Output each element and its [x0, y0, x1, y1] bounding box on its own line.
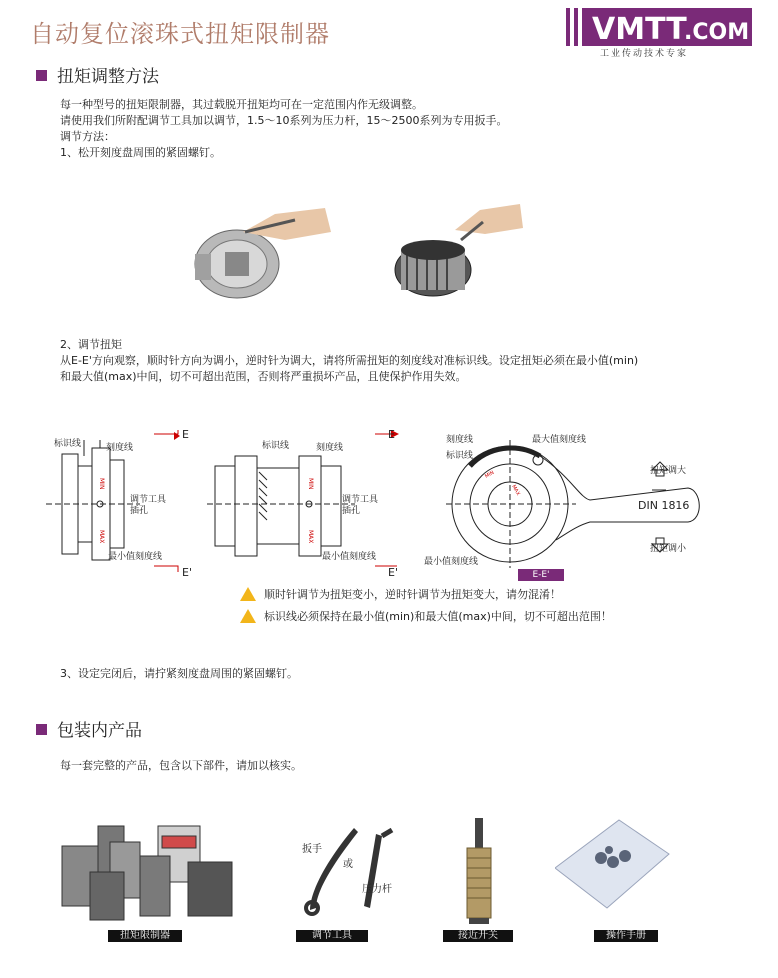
- d3-scale-line-label: 刻度线: [446, 435, 474, 445]
- photo-loosen-screw-1: [185, 192, 335, 307]
- item-label-proximity-switch: 接近开关: [443, 930, 513, 942]
- d1-tool-hole-label-2: 插孔: [130, 506, 149, 516]
- photo-torque-limiters: [50, 816, 250, 926]
- d1-scale-line-label: 刻度线: [106, 443, 134, 453]
- logo-text: VMTT: [592, 12, 687, 46]
- item-label-torque-limiter: 扭矩限制器: [108, 930, 182, 942]
- step2-paragraph: 2、调节扭矩 从E-E'方向观察，顺时针方向为调小，逆时针为调大，请将所需扭矩的刻度线对准标识线。设定扭矩必须在最小值(min) 和最大值(max)中间，切不可超出范围，否则将严重损坏产品，且使保护作用失效。: [60, 338, 639, 383]
- d1-mark-line-label: 标识线: [54, 439, 82, 449]
- bullet-square-icon: [36, 70, 47, 81]
- d3-max-line-label: 最大值刻度线: [532, 435, 587, 445]
- tool-wrench-label: 扳手: [302, 844, 322, 855]
- section-heading-package: 包装内产品: [36, 716, 142, 741]
- d1-e-bottom: E': [182, 566, 192, 579]
- din-label: DIN 1816: [638, 499, 690, 512]
- photo-manual: [555, 818, 670, 918]
- d2-e-bottom: E': [388, 566, 398, 579]
- item-label-adjust-tool: 调节工具: [296, 930, 368, 942]
- d3-min-line-label: 最小值刻度线: [424, 557, 479, 567]
- intro-paragraph: 每一种型号的扭矩限制器，其过载脱开扭矩均可在一定范围内作无级调整。 请使用我们所附配调节工具加以调节，1.5～10系列为压力杆，15～2500系列为专用扳手。 调节方法： 1、松开刻度盘周围的紧固螺钉。: [60, 98, 508, 159]
- step3-text: 3、设定完闭后，请拧紧刻度盘周围的紧固螺钉。: [60, 667, 298, 680]
- svg-text:MAX: MAX: [98, 530, 105, 544]
- d1-e-top: E: [182, 428, 189, 441]
- page-title: 自动复位滚珠式扭矩限制器: [30, 20, 330, 48]
- d2-e-top: E: [388, 428, 395, 441]
- warning-1: 顺时针调节为扭矩变小，逆时针调节为扭矩变大，请勿混淆！: [240, 586, 561, 602]
- package-intro: 每一套完整的产品，包含以下部件，请加以核实。: [60, 759, 302, 772]
- svg-text:MIN: MIN: [98, 478, 105, 490]
- logo-tagline: 工业传动技术专家: [600, 49, 689, 59]
- d1-min-line-label: 最小值刻度线: [108, 552, 163, 562]
- warning-icon: [240, 587, 256, 601]
- diagram-ee-view: [440, 426, 740, 576]
- svg-text:MAX: MAX: [307, 530, 314, 544]
- logo-suffix: .COM: [684, 20, 750, 45]
- item-label-manual: 操作手册: [594, 930, 658, 942]
- photo-loosen-screw-2: [385, 192, 525, 307]
- section-heading-torque: 扭矩调整方法: [36, 62, 159, 87]
- torque-increase-label: 扭矩调大: [650, 466, 687, 476]
- svg-text:MIN: MIN: [307, 478, 314, 490]
- d2-tool-hole-label-1: 调节工具: [342, 495, 379, 505]
- bullet-square-icon: [36, 724, 47, 735]
- warning-2: 标识线必须保持在最小值(min)和最大值(max)中间，切不可超出范围！: [240, 608, 612, 624]
- ee-view-badge: E-E': [518, 569, 564, 581]
- brand-logo: [566, 8, 752, 46]
- tool-or-label: 或: [343, 859, 353, 870]
- d2-min-line-label: 最小值刻度线: [322, 552, 377, 562]
- tool-bar-label: 压力杆: [362, 884, 392, 895]
- photo-adjust-tools: [296, 820, 406, 926]
- torque-decrease-label: 扭矩调小: [650, 544, 687, 554]
- svg-text:MIN: MIN: [484, 469, 496, 480]
- d2-scale-line-label: 刻度线: [316, 443, 344, 453]
- warning-icon: [240, 609, 256, 623]
- d2-tool-hole-label-2: 插孔: [342, 506, 361, 516]
- d1-tool-hole-label-1: 调节工具: [130, 495, 167, 505]
- photo-proximity-switch: [455, 818, 505, 926]
- d3-mark-line-label: 标识线: [446, 451, 474, 461]
- d2-mark-line-label: 标识线: [262, 441, 290, 451]
- svg-text:MAX: MAX: [510, 484, 522, 497]
